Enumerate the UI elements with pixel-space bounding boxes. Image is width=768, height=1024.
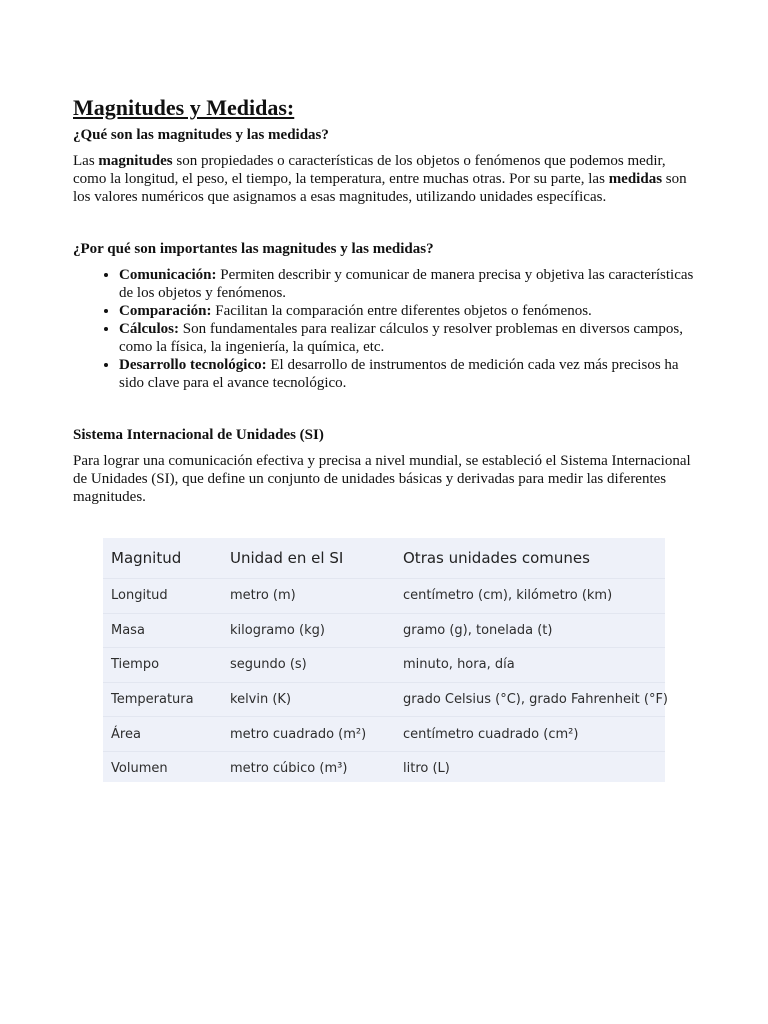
document-body <box>73 96 695 506</box>
table-row <box>103 716 665 751</box>
table-cell: Masa <box>111 622 145 638</box>
section-heading-why: ¿Por qué son importantes las magnitudes y las medidas? <box>73 241 434 257</box>
table-row <box>103 682 668 717</box>
bold-term-medidas: medidas <box>608 171 663 187</box>
table-cell: litro (L) <box>403 761 450 777</box>
page-title: Magnitudes y Medidas: <box>73 95 295 120</box>
table-cell: metro cúbico (m³) <box>230 761 348 777</box>
list-item-text: Permiten describir y comunicar de manera precisa y objetiva las características de los objetos y fenómenos. <box>119 267 694 301</box>
table-cell: Longitud <box>111 588 168 604</box>
table-cell: Temperatura <box>111 692 194 708</box>
list-item-text: Facilitan la comparación entre diferentes objetos o fenómenos. <box>211 303 592 319</box>
table-cell: kilogramo (kg) <box>230 622 325 638</box>
list-item-term: Cálculos: <box>119 321 179 337</box>
table-header-cell: Magnitud <box>111 549 182 567</box>
table-cell: Tiempo <box>111 657 160 673</box>
list-item-text: Son fundamentales para realizar cálculos y resolver problemas en diversos campos, como la física, la ingeniería, la química, etc. <box>119 321 683 355</box>
text-run: son propiedades o características de los objetos o fenómenos que podemos medir, como la longitud, el peso, el tiempo, la temperatura, entre muchas otras. Por su parte, las <box>73 153 666 187</box>
table-cell: centímetro cuadrado (cm²) <box>403 726 579 742</box>
table-cell: centímetro (cm), kilómetro (km) <box>403 588 613 604</box>
table-header-cell: Otras unidades comunes <box>403 549 590 567</box>
table-row <box>103 647 665 682</box>
table-cell: minuto, hora, día <box>403 657 515 673</box>
list-item-term: Comunicación: <box>119 267 217 283</box>
list-item-term: Desarrollo tecnológico: <box>119 357 267 373</box>
list-item <box>119 356 695 392</box>
table-cell: Volumen <box>111 761 168 777</box>
table-cell: grado Celsius (°C), grado Fahrenheit (°F) <box>403 692 668 708</box>
table-header-cell: Unidad en el SI <box>230 549 344 567</box>
list-item <box>119 302 695 320</box>
list-item-text: El desarrollo de instrumentos de medición cada vez más precisos ha sido clave para el avance tecnológico. <box>119 357 679 391</box>
table-row <box>103 578 665 613</box>
units-table <box>103 538 668 782</box>
text-run: Las <box>73 153 99 169</box>
section-heading-what: ¿Qué son las magnitudes y las medidas? <box>73 127 329 143</box>
si-paragraph: Para lograr una comunicación efectiva y precisa a nivel mundial, se estableció el Sistema Internacional de Unidades (SI), que define un conjunto de unidades básicas y derivadas para medir las diferentes magnitudes. <box>73 453 691 505</box>
bold-term-magnitudes: magnitudes <box>98 153 173 169</box>
list-item <box>119 266 695 302</box>
importance-list <box>73 266 695 392</box>
list-item <box>119 320 695 356</box>
table-cell: Área <box>111 726 141 742</box>
section-heading-si: Sistema Internacional de Unidades (SI) <box>73 427 324 443</box>
list-item-term: Comparación: <box>119 303 212 319</box>
table-header-row <box>103 538 665 578</box>
table-row <box>103 751 665 786</box>
text-run: son los valores numéricos que asignamos a esas magnitudes, utilizando unidades específicas. <box>73 171 687 205</box>
table-cell: metro cuadrado (m²) <box>230 726 367 742</box>
table-cell: kelvin (K) <box>230 692 292 708</box>
table-row <box>103 613 665 648</box>
table-cell: metro (m) <box>230 588 296 604</box>
definition-paragraph <box>73 152 695 206</box>
table-cell: segundo (s) <box>230 657 307 673</box>
table-cell: gramo (g), tonelada (t) <box>403 622 553 638</box>
